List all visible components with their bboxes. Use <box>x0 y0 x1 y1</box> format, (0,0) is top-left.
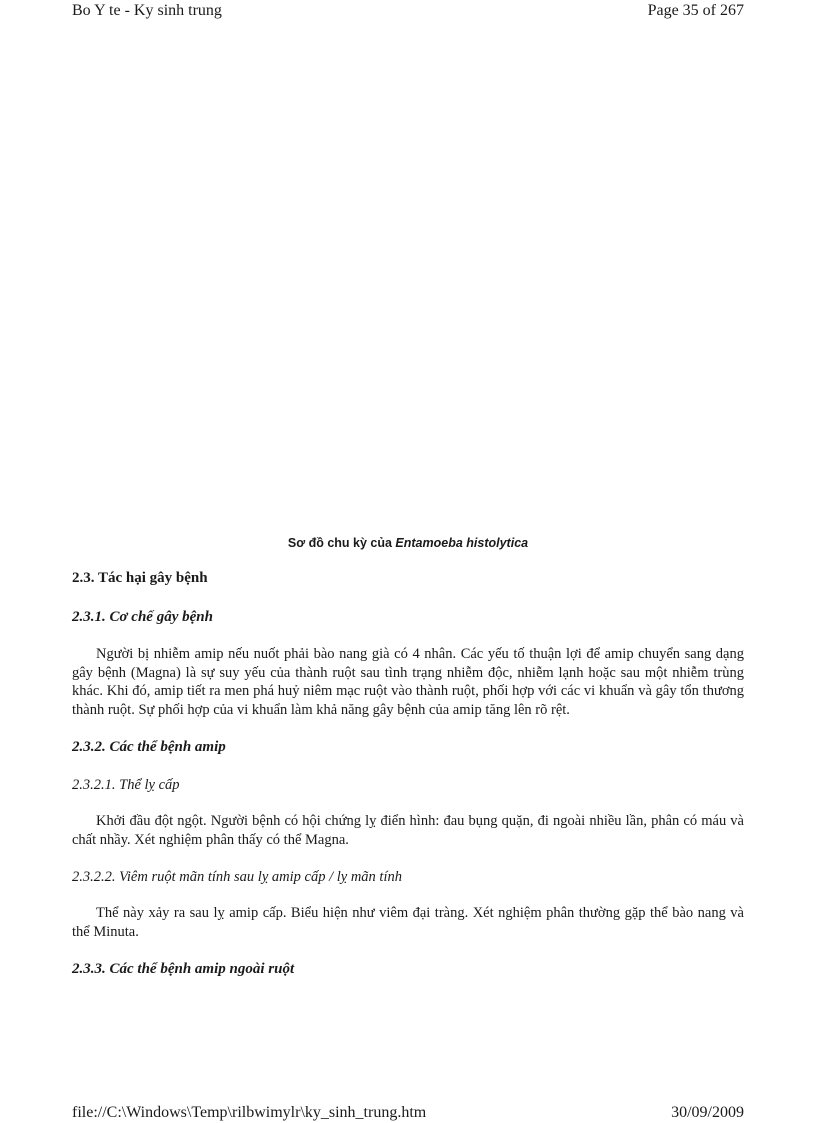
figure-caption-species: Entamoeba histolytica <box>395 536 529 550</box>
footer-file-path: file://C:\Windows\Temp\rilbwimylr\ky_sinh_trung.htm <box>72 1104 427 1121</box>
section-heading-2-3-2: 2.3.2. Các thể bệnh amip <box>72 739 226 755</box>
section-heading-2-3-2-2: 2.3.2.2. Viêm ruột mãn tính sau lỵ amip cấp / lỵ mãn tính <box>72 869 402 885</box>
section-heading-2-3: 2.3. Tác hại gây bệnh <box>72 570 208 586</box>
paragraph-2-3-1: Người bị nhiễm amip nếu nuốt phải bào nang già có 4 nhân. Các yếu tố thuận lợi để amip chuyển sang dạng gây bệnh (Magna) là sự suy yếu của thành ruột sau tình trạng nhiễm độc, nhiễm lạnh hoặc sau một nhiễm trùng khác. Khi đó, amip tiết ra men phá huỷ niêm mạc ruột vào thành ruột, phối hợp với các vi khuẩn và gây tổn thương thành ruột. Sự phối hợp của vi khuẩn làm khả năng gây bệnh của amip tăng lên rõ rệt. <box>72 646 744 718</box>
figure-caption <box>72 535 744 551</box>
paragraph-2-3-2-1: Khởi đầu đột ngột. Người bệnh có hội chứng lỵ điển hình: đau bụng quặn, đi ngoài nhiều lần, phân có máu và chất nhầy. Xét nghiệm phân thấy có thể Magna. <box>72 813 744 848</box>
section-heading-2-3-2-1: 2.3.2.1. Thể lỵ cấp <box>72 777 180 793</box>
page-number: Page 35 of 267 <box>647 2 744 19</box>
page-header-title: Bo Y te - Ky sinh trung <box>72 2 222 19</box>
document-body <box>72 568 744 979</box>
paragraph-2-3-2-2: Thể này xảy ra sau lỵ amip cấp. Biểu hiện như viêm đại tràng. Xét nghiệm phân thường gặp thể bào nang và thể Minuta. <box>72 905 744 940</box>
figure-caption-prefix: Sơ đồ chu kỳ của <box>287 536 396 550</box>
figure-image-area <box>72 30 744 525</box>
section-heading-2-3-1: 2.3.1. Cơ chế gây bệnh <box>72 609 213 625</box>
section-heading-2-3-3: 2.3.3. Các thể bệnh amip ngoài ruột <box>72 961 295 977</box>
footer-date: 30/09/2009 <box>671 1104 744 1121</box>
